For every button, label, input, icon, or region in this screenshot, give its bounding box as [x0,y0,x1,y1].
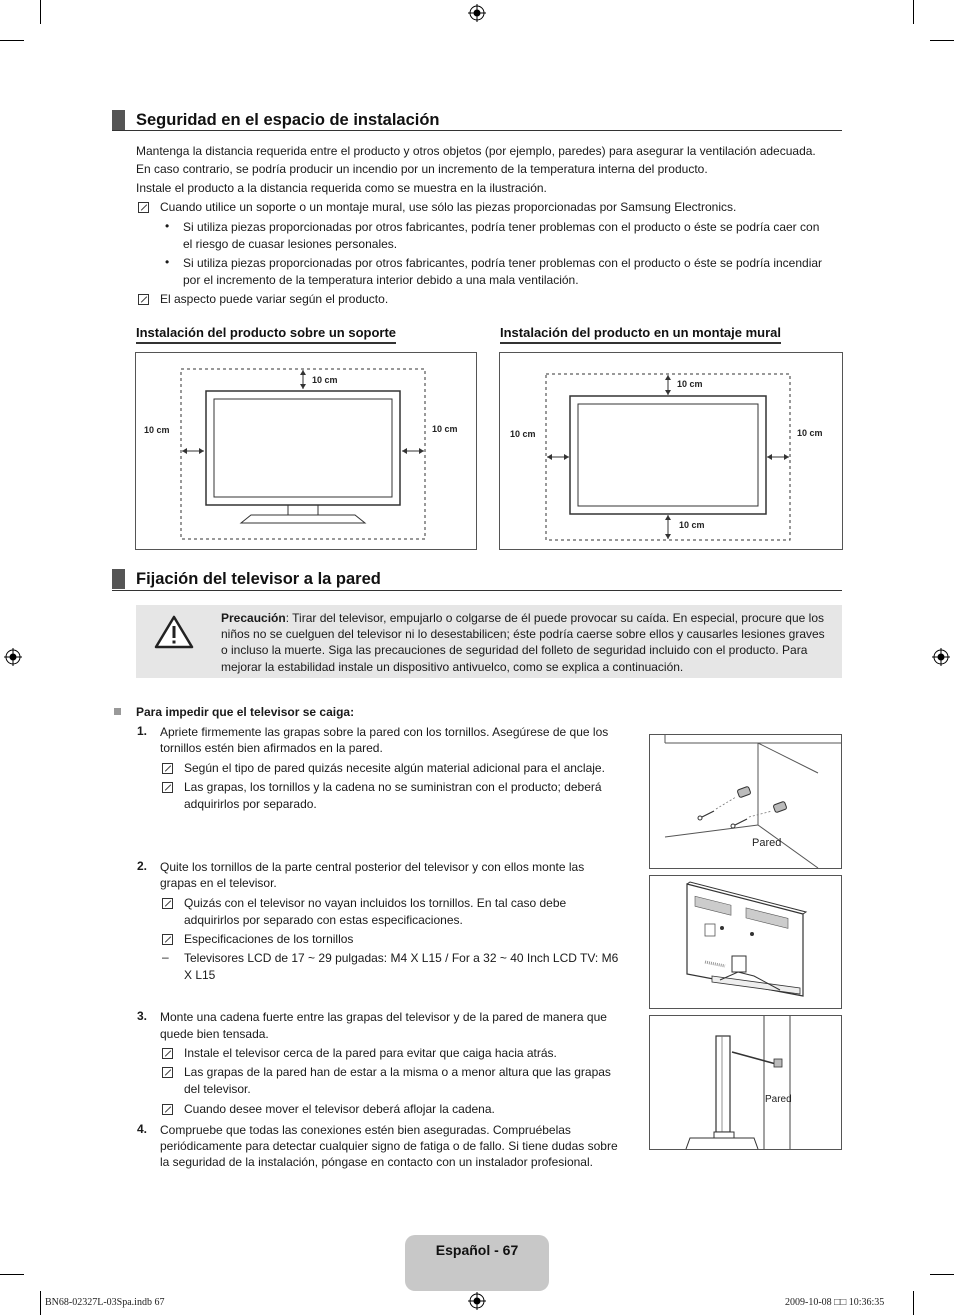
print-date-info: 2009-10-08 □□ 10:36:35 [785,1297,885,1308]
intro-line: Mantenga la distancia requerida entre el producto y otros objetos (por ejemplo, paredes) para asegurar la ventilación adecuada. [136,144,816,158]
step-text: Apriete firmemente las grapas sobre la pared con los tornillos. Asegúrese de que los [160,725,609,739]
note-icon [162,898,173,909]
wall-brackets-illustration [649,734,842,869]
step-note: Según el tipo de pared quizás necesite algún material adicional para el anclaje. [184,761,605,775]
crop-mark [40,0,41,24]
registration-mark-icon [468,4,486,22]
step-text: grapas en el televisor. [160,876,277,890]
note-icon [162,1104,173,1115]
bullet-text: Si utiliza piezas proporcionadas por otros fabricantes, podría tener problemas con el producto o éste se podría caer con [183,220,820,234]
note-icon [162,934,173,945]
step-note: Especificaciones de los tornillos [184,932,354,946]
caution-text: : Tirar del televisor, empujarlo o colgarse de él puede provocar su caída. En especial, procure que los [285,611,825,625]
step-text: Quite los tornillos de la parte central posterior del televisor y con ellos monte las [160,860,585,874]
bullet-dot: • [165,255,170,269]
tv-back-illustration [649,875,842,1009]
note-icon [138,294,149,305]
step-number: 2. [137,859,148,873]
wall-diagram [499,352,843,550]
crop-mark [930,40,954,41]
step-note: adquirirlos por separado. [184,797,317,811]
crop-mark [913,1291,914,1315]
step-note: Quizás con el televisor no vayan incluidos los tornillos. En tal caso debe [184,896,567,910]
note-icon [162,1048,173,1059]
dist-label-right: 10 cm [432,424,458,434]
note-icon [162,782,173,793]
page-number: Español - 67 [435,1242,519,1258]
section-title-text: Seguridad en el espacio de instalación [136,111,440,129]
step-note: Cuando desee mover el televisor deberá aflojar la cadena. [184,1102,495,1116]
section-title-text: Fijación del televisor a la pared [136,570,381,588]
crop-mark [0,1274,24,1275]
step-text: tornillos estén bien afirmados en la pared. [160,741,383,755]
note-text: El aspecto puede variar según el producto. [160,292,389,306]
step-number: 3. [137,1009,148,1023]
step-note: adquirirlos por separado con estas especificaciones. [184,913,463,927]
tv-side-chain-illustration [649,1015,842,1150]
step-number: 4. [137,1122,148,1136]
registration-mark-icon [468,1292,486,1310]
step-text: la seguridad de la instalación, póngase en contacto con un instalador profesional. [160,1155,593,1169]
step-text: Monte una cadena fuerte entre las grapas del televisor y de la pared de manera que [160,1010,607,1024]
stand-diagram-illustration [136,353,476,549]
section-divider [112,130,842,131]
wall-brackets-drawing [650,735,841,868]
crop-mark [40,1291,41,1315]
caution-line-2: niños no se cuelguen del televisor ni lo desestabilicen; éste podría caerse sobre ellos y causarles lesiones graves [221,627,825,641]
registration-mark-icon [932,648,950,666]
stand-install-title: Instalación del producto sobre un soporte [136,325,396,344]
step-text: periódicamente para detectar cualquier signo de fatiga o de fallo. Si tiene dudas sobre [160,1139,618,1153]
intro-line: En caso contrario, se podría producir un incendio por un incremento de la temperatura interna del producto. [136,162,708,176]
tv-side-chain-drawing [650,1016,841,1149]
title-bar-marker [112,110,125,130]
section-divider [112,590,842,591]
crop-mark [913,0,914,24]
wall-label: Pared [765,1094,792,1105]
note-text: Cuando utilice un soporte o un montaje mural, use sólo las piezas proporcionadas por Samsung Electronics. [160,200,737,214]
dist-label-left: 10 cm [144,425,170,435]
bullet-text: Si utiliza piezas proporcionadas por otros fabricantes, podría tener problemas con el producto o éste se podría incendiar [183,256,823,270]
dist-label-top: 10 cm [677,379,703,389]
step-number: 1. [137,724,148,738]
crop-mark [0,40,24,41]
steps-heading: Para impedir que el televisor se caiga: [136,705,355,719]
registration-mark-icon [4,648,22,666]
warning-triangle-icon [154,615,194,649]
bullet-dot: • [165,219,170,233]
crop-mark [930,1274,954,1275]
wall-diagram-illustration [500,353,842,549]
print-file-info: BN68-02327L-03Spa.indb 67 [45,1297,165,1308]
screw-spec: Televisores LCD de 17 ~ 29 pulgadas: M4 X L15 / For a 32 ~ 40 Inch LCD TV: M6 [184,951,619,965]
wall-label: Pared [752,837,782,849]
caution-box [136,605,842,678]
caution-label: Precaución [221,611,286,625]
bullet-text: por el incremento de la temperatura interior debido a una mala ventilación. [183,273,579,287]
step-text: Compruebe que todas las conexiones estén bien aseguradas. Compruébelas [160,1123,571,1137]
stand-diagram [135,352,477,550]
wall-install-title: Instalación del producto en un montaje mural [500,325,781,344]
caution-line-1 [221,610,824,627]
step-text: quede bien tensada. [160,1027,269,1041]
step-note: Instale el televisor cerca de la pared para evitar que caiga hacia atrás. [184,1046,557,1060]
title-bar-marker [112,569,125,589]
bullet-text: el riesgo de cuasar lesiones personales. [183,237,398,251]
dist-label-top: 10 cm [312,375,338,385]
note-icon [162,763,173,774]
screw-spec: X L15 [184,968,216,982]
tv-back-drawing [650,876,841,1008]
caution-line-3: o incluso la muerte. Siga las precauciones de seguridad del folleto de seguridad incluido con el producto. Para [221,643,808,657]
step-note: Las grapas, los tornillos y la cadena no se suministran con el producto; deberá [184,780,602,794]
dist-label-bottom: 10 cm [679,520,705,530]
step-note: del televisor. [184,1082,251,1096]
dist-label-right: 10 cm [797,428,823,438]
dist-label-left: 10 cm [510,429,536,439]
square-bullet-icon [114,708,121,715]
caution-line-4: mejorar la estabilidad instale un dispositivo antivuelco, como se explica a continuación. [221,660,684,674]
dash-bullet: – [162,950,169,964]
step-note: Las grapas de la pared han de estar a la misma o a menor altura que las grapas [184,1065,611,1079]
note-icon [162,1067,173,1078]
note-icon [138,202,149,213]
intro-line: Instale el producto a la distancia requerida como se muestra en la ilustración. [136,181,547,195]
